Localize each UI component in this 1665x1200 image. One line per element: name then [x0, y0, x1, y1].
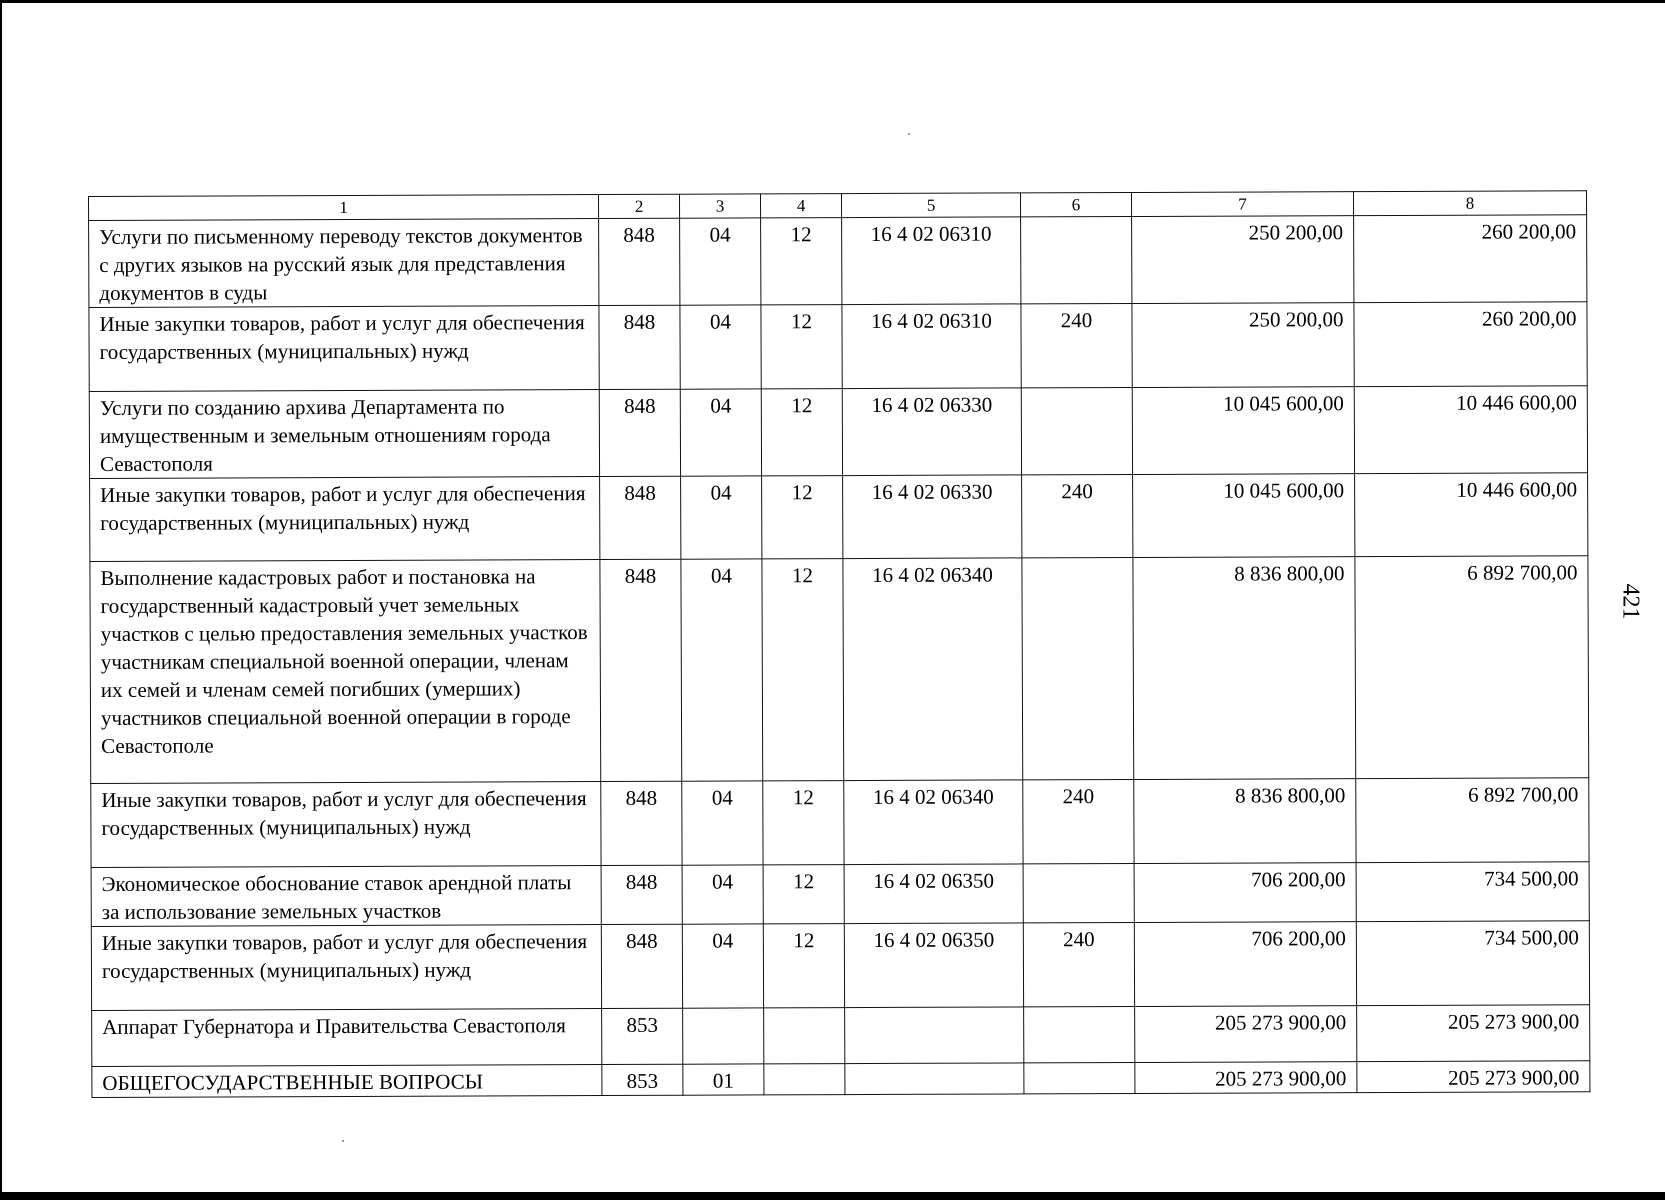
row-section-code: 04 — [680, 389, 761, 476]
page-number: 421 — [1617, 583, 1644, 620]
row-section-code: 04 — [680, 218, 761, 305]
row-expense-type — [1021, 216, 1132, 303]
row-expense-type — [1023, 863, 1134, 922]
column-number-3: 3 — [679, 194, 760, 218]
row-section-code: 01 — [683, 1064, 764, 1095]
row-section-code: 04 — [680, 305, 761, 389]
row-amount-col8: 10 446 600,00 — [1354, 386, 1587, 474]
row-subsection-code: 12 — [762, 559, 844, 781]
row-ministry-code: 848 — [600, 476, 681, 559]
row-target-article: 16 4 02 06330 — [842, 388, 1021, 476]
table-row — [90, 473, 1588, 562]
row-expense-type — [1024, 1062, 1135, 1093]
row-amount-col7: 8 836 800,00 — [1134, 779, 1356, 864]
table-row — [91, 921, 1589, 1011]
row-subsection-code: 12 — [762, 476, 843, 559]
row-amount-col8: 260 200,00 — [1354, 215, 1587, 303]
row-amount-col8: 6 892 700,00 — [1356, 778, 1589, 863]
row-subsection-code — [764, 1008, 845, 1064]
scan-border-bottom — [0, 1192, 1665, 1200]
row-target-article: 16 4 02 06340 — [844, 780, 1023, 865]
row-target-article: 16 4 02 06330 — [843, 475, 1022, 559]
row-expense-type — [1024, 1006, 1135, 1062]
row-name: Экономическое обоснование ставок арендной платы за использование земельных участков — [91, 866, 601, 927]
row-ministry-code: 853 — [602, 1064, 683, 1095]
row-amount-col7: 250 200,00 — [1132, 216, 1354, 304]
row-name: Иные закупки товаров, работ и услуг для обеспечения государственных (муниципальных) нужд — [89, 306, 599, 392]
table-row — [90, 556, 1589, 784]
row-section-code: 04 — [682, 781, 763, 865]
row-target-article — [845, 1007, 1024, 1064]
table-row — [92, 1061, 1590, 1098]
row-expense-type: 240 — [1023, 779, 1134, 863]
row-expense-type: 240 — [1021, 303, 1132, 387]
row-name: Услуги по созданию архива Департамента по имущественным и земельным отношениям города Севастополя — [89, 390, 599, 479]
row-target-article — [845, 1063, 1024, 1095]
row-amount-col8: 734 500,00 — [1356, 862, 1589, 922]
row-target-article: 16 4 02 06350 — [844, 923, 1023, 1008]
column-number-6: 6 — [1020, 192, 1131, 216]
row-name: Аппарат Губернатора и Правительства Севастополя — [92, 1009, 602, 1067]
row-name: Иные закупки товаров, работ и услуг для обеспечения государственных (муниципальных) нужд — [91, 925, 601, 1011]
row-ministry-code: 848 — [601, 924, 682, 1008]
row-expense-type — [1022, 557, 1134, 779]
scan-border-left — [0, 0, 2, 1200]
row-section-code — [683, 1008, 764, 1064]
row-target-article: 16 4 02 06310 — [842, 217, 1021, 305]
row-name: Иные закупки товаров, работ и услуг для обеспечения государственных (муниципальных) нужд — [90, 477, 600, 562]
row-ministry-code: 848 — [600, 559, 682, 781]
column-number-2: 2 — [598, 194, 679, 218]
row-name: Выполнение кадастровых работ и постановка на государственный кадастровый учет земельных участков с целью предоставления земельных участков участникам специальной военной операции, членам их семей и членам семей погибших (умерших) участников специальной военной операции в городе Севастополе — [90, 560, 601, 784]
row-section-code: 04 — [681, 559, 763, 781]
row-subsection-code: 12 — [761, 389, 842, 476]
row-expense-type: 240 — [1023, 922, 1134, 1006]
row-amount-col7: 706 200,00 — [1134, 863, 1356, 923]
column-number-5: 5 — [841, 193, 1020, 218]
row-name: Иные закупки товаров, работ и услуг для обеспечения государственных (муниципальных) нужд — [91, 782, 601, 868]
row-amount-col7: 205 273 900,00 — [1135, 1062, 1357, 1094]
row-name: ОБЩЕГОСУДАРСТВЕННЫЕ ВОПРОСЫ — [92, 1065, 602, 1098]
table-row — [91, 862, 1589, 927]
row-expense-type — [1021, 387, 1132, 474]
row-section-code: 04 — [682, 865, 763, 924]
row-expense-type: 240 — [1022, 474, 1133, 557]
row-ministry-code: 848 — [599, 218, 680, 305]
row-section-code: 04 — [682, 924, 763, 1008]
column-number-1: 1 — [89, 195, 599, 221]
row-amount-col8: 205 273 900,00 — [1357, 1061, 1590, 1093]
budget-table — [88, 190, 1590, 1098]
row-amount-col7: 8 836 800,00 — [1133, 557, 1356, 780]
row-ministry-code: 848 — [599, 305, 680, 389]
row-ministry-code: 848 — [599, 389, 680, 476]
row-amount-col7: 250 200,00 — [1132, 303, 1354, 388]
row-amount-col8: 734 500,00 — [1356, 921, 1589, 1006]
column-number-7: 7 — [1131, 192, 1353, 217]
column-number-8: 8 — [1353, 191, 1586, 216]
row-ministry-code: 848 — [601, 781, 682, 865]
row-amount-col7: 706 200,00 — [1134, 922, 1356, 1007]
row-ministry-code: 848 — [601, 865, 682, 924]
row-amount-col8: 205 273 900,00 — [1357, 1005, 1590, 1062]
row-amount-col8: 260 200,00 — [1354, 302, 1587, 387]
column-number-4: 4 — [760, 194, 841, 218]
row-subsection-code: 12 — [763, 865, 844, 924]
row-amount-col8: 10 446 600,00 — [1355, 473, 1588, 557]
row-target-article: 16 4 02 06340 — [843, 558, 1023, 781]
row-ministry-code: 853 — [602, 1008, 683, 1064]
table-row — [89, 302, 1587, 392]
row-amount-col7: 10 045 600,00 — [1132, 387, 1354, 475]
row-amount-col8: 6 892 700,00 — [1355, 556, 1589, 779]
table-row — [91, 778, 1589, 868]
scan-speck — [342, 1140, 344, 1142]
scan-speck — [908, 133, 910, 135]
row-amount-col7: 205 273 900,00 — [1135, 1006, 1357, 1063]
row-subsection-code: 12 — [761, 305, 842, 389]
row-subsection-code: 12 — [763, 924, 844, 1008]
row-subsection-code: 12 — [761, 218, 842, 305]
row-subsection-code — [764, 1064, 845, 1095]
table-row — [89, 215, 1587, 308]
table-row — [92, 1005, 1590, 1067]
row-section-code: 04 — [681, 476, 762, 559]
row-target-article: 16 4 02 06310 — [842, 304, 1021, 389]
table-row — [89, 386, 1587, 479]
row-subsection-code: 12 — [763, 781, 844, 865]
row-name: Услуги по письменному переводу текстов документов с других языков на русский язык для представления документов в суды — [89, 219, 599, 308]
row-amount-col7: 10 045 600,00 — [1133, 474, 1355, 558]
row-target-article: 16 4 02 06350 — [844, 864, 1023, 924]
scan-border-top — [0, 0, 1665, 3]
